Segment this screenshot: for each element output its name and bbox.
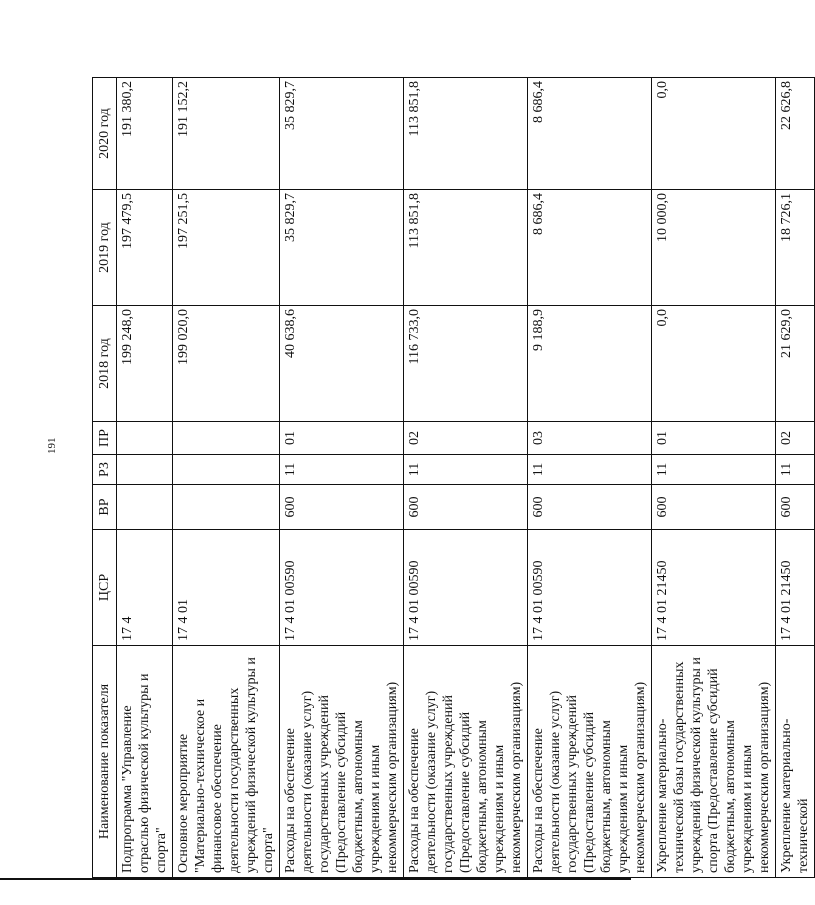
table-row — [528, 78, 652, 878]
row-2020: 35 829,7 — [280, 78, 404, 190]
row-name: Расходы на обеспечение деятельности (оказание услуг) государственных учреждений (Предоставление субсидий бюджетным, автономным учреждениям и иным некоммерческим организациям) — [280, 646, 404, 878]
row-csr: 17 4 01 21450 — [776, 530, 815, 646]
row-2018: 40 638,6 — [280, 306, 404, 422]
row-pr: 01 — [652, 422, 776, 455]
table-header-row — [93, 78, 117, 878]
row-rz: 11 — [776, 455, 815, 485]
row-csr: 17 4 01 00590 — [528, 530, 652, 646]
row-name: Основное мероприятие "Материально-техническое и финансовое обеспечение деятельности государственных учреждений физической культуры и спорта" — [173, 646, 280, 878]
row-2020: 191 380,2 — [117, 78, 173, 190]
row-rz: 11 — [404, 455, 528, 485]
row-rz — [117, 455, 173, 485]
row-2019: 35 829,7 — [280, 190, 404, 306]
row-csr: 17 4 01 00590 — [280, 530, 404, 646]
row-rz — [173, 455, 280, 485]
row-2020: 113 851,8 — [404, 78, 528, 190]
table-row — [776, 78, 815, 878]
row-2020: 8 686,4 — [528, 78, 652, 190]
table-row — [652, 78, 776, 878]
row-csr: 17 4 — [117, 530, 173, 646]
row-2019: 8 686,4 — [528, 190, 652, 306]
row-csr: 17 4 01 — [173, 530, 280, 646]
header-vr: ВР — [93, 485, 117, 530]
table-row — [117, 78, 173, 878]
budget-table-sheet — [92, 78, 811, 878]
row-rz: 11 — [528, 455, 652, 485]
row-2020: 191 152,2 — [173, 78, 280, 190]
row-2019: 197 251,5 — [173, 190, 280, 306]
row-2018: 21 629,0 — [776, 306, 815, 422]
page-edge-line — [0, 878, 631, 880]
row-2018: 9 188,9 — [528, 306, 652, 422]
row-pr — [117, 422, 173, 455]
row-pr — [173, 422, 280, 455]
row-csr: 17 4 01 21450 — [652, 530, 776, 646]
row-pr: 02 — [404, 422, 528, 455]
row-2019: 197 479,5 — [117, 190, 173, 306]
row-rz: 11 — [280, 455, 404, 485]
row-pr: 01 — [280, 422, 404, 455]
budget-table — [92, 77, 815, 878]
row-vr: 600 — [528, 485, 652, 530]
row-vr — [117, 485, 173, 530]
row-name: Подпрограмма "Управление отраслью физической культуры и спорта" — [117, 646, 173, 878]
row-2019: 113 851,8 — [404, 190, 528, 306]
row-name: Укрепление материально-технической — [776, 646, 815, 878]
row-2019: 10 000,0 — [652, 190, 776, 306]
row-2019: 18 726,1 — [776, 190, 815, 306]
row-2018: 0,0 — [652, 306, 776, 422]
table-row — [173, 78, 280, 878]
row-2020: 0,0 — [652, 78, 776, 190]
row-2020: 22 626,8 — [776, 78, 815, 190]
header-csr: ЦСР — [93, 530, 117, 646]
row-csr: 17 4 01 00590 — [404, 530, 528, 646]
row-vr: 600 — [280, 485, 404, 530]
row-vr: 600 — [652, 485, 776, 530]
page-number: 191 — [46, 437, 58, 454]
header-pr: ПР — [93, 422, 117, 455]
header-2018: 2018 год — [93, 306, 117, 422]
row-name: Расходы на обеспечение деятельности (оказание услуг) государственных учреждений (Предоставление субсидий бюджетным, автономным учреждениям и иным некоммерческим организациям) — [528, 646, 652, 878]
row-name: Укрепление материально-технической базы государственных учреждений физической культуры и спорта (Предоставление субсидий бюджетным, автономным учреждениям и иным некоммерческим организациям) — [652, 646, 776, 878]
header-2019: 2019 год — [93, 190, 117, 306]
header-name: Наименование показателя — [93, 646, 117, 878]
row-2018: 199 248,0 — [117, 306, 173, 422]
row-rz: 11 — [652, 455, 776, 485]
row-vr — [173, 485, 280, 530]
row-2018: 116 733,0 — [404, 306, 528, 422]
row-pr: 03 — [528, 422, 652, 455]
table-row — [280, 78, 404, 878]
row-name: Расходы на обеспечение деятельности (оказание услуг) государственных учреждений (Предоставление субсидий бюджетным, автономным учреждениям и иным некоммерческим организациям) — [404, 646, 528, 878]
row-pr: 02 — [776, 422, 815, 455]
header-2020: 2020 год — [93, 78, 117, 190]
header-rz: РЗ — [93, 455, 117, 485]
row-vr: 600 — [776, 485, 815, 530]
table-row — [404, 78, 528, 878]
row-vr: 600 — [404, 485, 528, 530]
row-2018: 199 020,0 — [173, 306, 280, 422]
